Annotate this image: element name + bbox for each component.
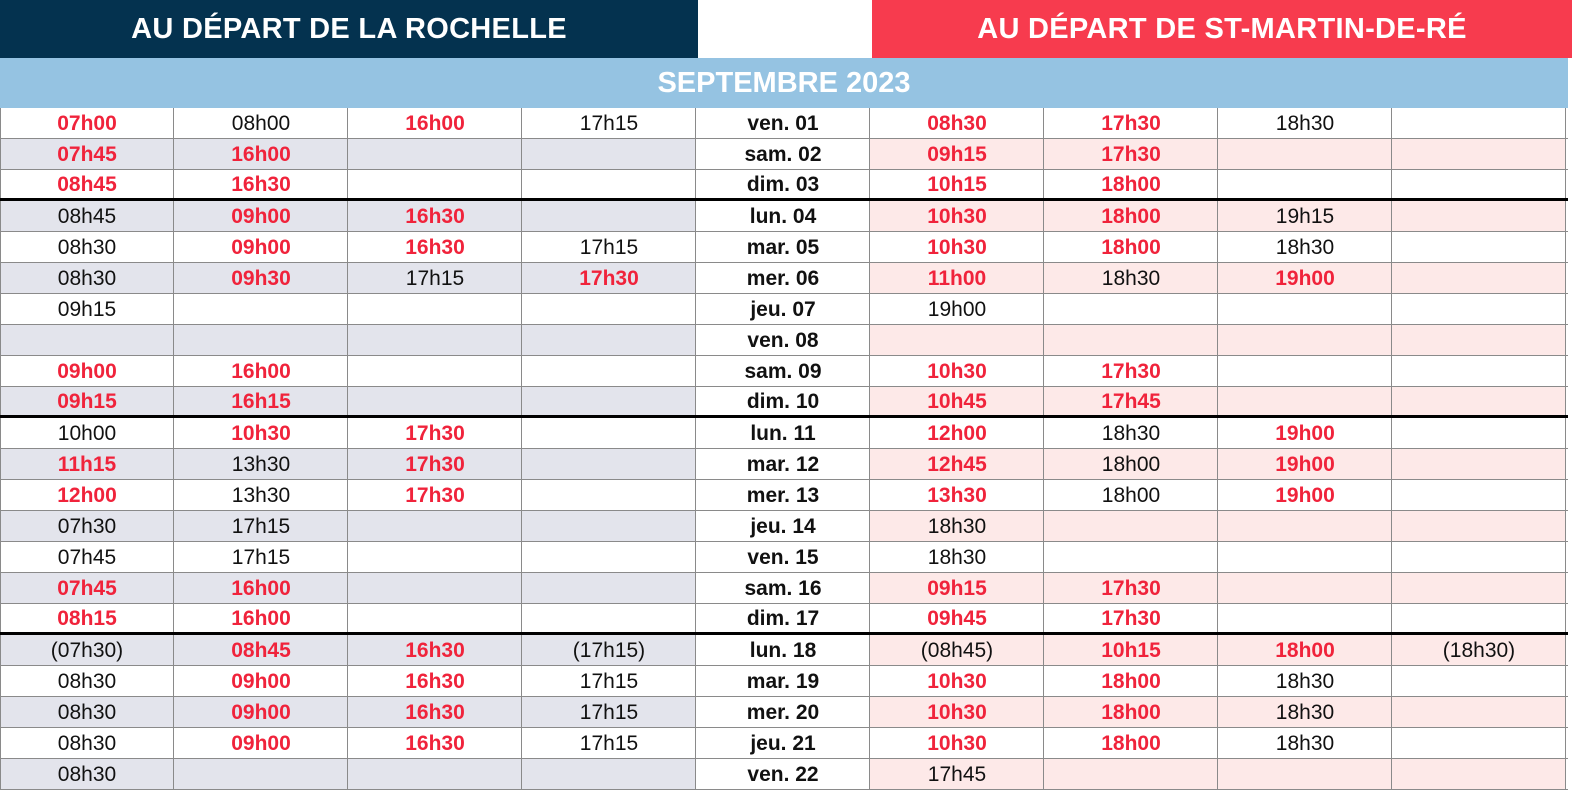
schedule-row — [0, 232, 1568, 263]
la-rochelle-departure-cell: 07h45 — [0, 542, 174, 572]
la-rochelle-departure-cell: 09h00 — [174, 728, 348, 758]
la-rochelle-departure-cell: 16h30 — [348, 635, 522, 665]
la-rochelle-departure-cell: (17h15) — [522, 635, 696, 665]
schedule-row — [0, 635, 1568, 666]
la-rochelle-departure-cell: 07h30 — [0, 511, 174, 541]
st-martin-departure-cell: 10h15 — [1044, 635, 1218, 665]
schedule-row — [0, 604, 1568, 635]
st-martin-departure-cell — [1392, 325, 1566, 355]
la-rochelle-departure-cell — [522, 201, 696, 231]
st-martin-departure-cell: 12h00 — [870, 418, 1044, 448]
st-martin-departure-cell — [1392, 542, 1566, 572]
st-martin-departure-cell — [1218, 170, 1392, 198]
schedule-row — [0, 542, 1568, 573]
schedule-row — [0, 108, 1568, 139]
st-martin-departure-cell — [1392, 387, 1566, 415]
st-martin-departure-cell: 10h30 — [870, 201, 1044, 231]
st-martin-departure-cell: 18h00 — [1044, 697, 1218, 727]
day-label: mar. 05 — [696, 232, 870, 262]
la-rochelle-departure-cell: 08h45 — [174, 635, 348, 665]
st-martin-departure-cell: 18h00 — [1044, 232, 1218, 262]
la-rochelle-departure-cell: 16h00 — [174, 604, 348, 632]
la-rochelle-departure-cell: 09h30 — [174, 263, 348, 293]
schedule-row — [0, 263, 1568, 294]
st-martin-departure-cell: 10h30 — [870, 697, 1044, 727]
schedule-row — [0, 449, 1568, 480]
st-martin-departure-cell — [1392, 666, 1566, 696]
day-label: mer. 13 — [696, 480, 870, 510]
st-martin-departure-cell — [870, 325, 1044, 355]
schedule-row — [0, 325, 1568, 356]
day-label: lun. 18 — [696, 635, 870, 665]
schedule-row — [0, 294, 1568, 325]
st-martin-departure-cell — [1392, 108, 1566, 138]
la-rochelle-departure-cell: 08h30 — [0, 697, 174, 727]
la-rochelle-departure-cell: 10h30 — [174, 418, 348, 448]
la-rochelle-departure-cell: 08h30 — [0, 263, 174, 293]
st-martin-departure-cell: 10h30 — [870, 232, 1044, 262]
la-rochelle-departure-cell — [348, 759, 522, 789]
la-rochelle-departure-cell — [174, 325, 348, 355]
la-rochelle-departure-cell: 16h30 — [348, 232, 522, 262]
la-rochelle-departure-cell: 09h00 — [174, 232, 348, 262]
st-martin-departure-cell — [1392, 604, 1566, 632]
day-label: mer. 06 — [696, 263, 870, 293]
st-martin-departure-cell — [1392, 573, 1566, 603]
la-rochelle-departure-cell: 08h30 — [0, 759, 174, 789]
la-rochelle-departure-cell: 16h30 — [348, 201, 522, 231]
st-martin-departure-cell: 08h30 — [870, 108, 1044, 138]
st-martin-departure-cell — [1392, 263, 1566, 293]
st-martin-departure-cell: 19h00 — [1218, 480, 1392, 510]
schedule-row — [0, 201, 1568, 232]
st-martin-departure-cell — [1392, 294, 1566, 324]
st-martin-departure-cell — [1044, 325, 1218, 355]
la-rochelle-departure-cell: 16h00 — [174, 356, 348, 386]
st-martin-departure-cell: 09h45 — [870, 604, 1044, 632]
st-martin-departure-cell: 18h30 — [1218, 728, 1392, 758]
st-martin-departure-cell: 17h30 — [1044, 356, 1218, 386]
st-martin-departure-cell: 10h30 — [870, 356, 1044, 386]
day-label: dim. 03 — [696, 170, 870, 198]
la-rochelle-departure-cell — [522, 449, 696, 479]
schedule-row — [0, 139, 1568, 170]
st-martin-departure-cell — [1392, 418, 1566, 448]
la-rochelle-departure-cell: 17h30 — [522, 263, 696, 293]
st-martin-departure-cell — [1044, 294, 1218, 324]
la-rochelle-departure-cell: 09h15 — [0, 294, 174, 324]
la-rochelle-departure-cell — [348, 387, 522, 415]
st-martin-departure-cell — [1392, 232, 1566, 262]
la-rochelle-departure-cell: 10h00 — [0, 418, 174, 448]
st-martin-departure-cell: 09h15 — [870, 573, 1044, 603]
st-martin-departure-cell: 19h00 — [1218, 263, 1392, 293]
day-label: mer. 20 — [696, 697, 870, 727]
st-martin-departure-cell: 17h30 — [1044, 573, 1218, 603]
st-martin-departure-cell: 18h00 — [1044, 201, 1218, 231]
la-rochelle-departure-cell — [522, 759, 696, 789]
st-martin-departure-cell — [1392, 170, 1566, 198]
st-martin-departure-cell: 18h30 — [1044, 418, 1218, 448]
la-rochelle-departure-cell: 08h45 — [0, 201, 174, 231]
st-martin-departure-cell — [1218, 325, 1392, 355]
st-martin-departure-cell — [1218, 604, 1392, 632]
st-martin-departure-cell: 17h30 — [1044, 108, 1218, 138]
st-martin-departure-cell — [1392, 356, 1566, 386]
st-martin-departure-cell: 18h30 — [1218, 232, 1392, 262]
st-martin-departure-cell: 10h30 — [870, 728, 1044, 758]
st-martin-departure-cell — [1392, 480, 1566, 510]
la-rochelle-departure-cell: 09h00 — [174, 201, 348, 231]
schedule-row — [0, 666, 1568, 697]
la-rochelle-departure-cell: 17h30 — [348, 449, 522, 479]
schedule-row — [0, 356, 1568, 387]
la-rochelle-departure-cell: 11h15 — [0, 449, 174, 479]
la-rochelle-departure-cell: 09h00 — [0, 356, 174, 386]
schedule-row — [0, 728, 1568, 759]
la-rochelle-departure-cell: 08h45 — [0, 170, 174, 198]
day-label: ven. 01 — [696, 108, 870, 138]
day-label: jeu. 21 — [696, 728, 870, 758]
st-martin-departure-cell: 18h00 — [1218, 635, 1392, 665]
st-martin-departure-cell: 18h00 — [1044, 728, 1218, 758]
st-martin-departure-cell — [1218, 387, 1392, 415]
st-martin-departure-cell: 17h45 — [870, 759, 1044, 789]
schedule-row — [0, 480, 1568, 511]
la-rochelle-departure-cell: 16h00 — [174, 139, 348, 169]
la-rochelle-departure-cell: 07h45 — [0, 139, 174, 169]
la-rochelle-departure-cell: 17h15 — [522, 108, 696, 138]
la-rochelle-departure-cell: 17h30 — [348, 480, 522, 510]
la-rochelle-departure-cell: 08h00 — [174, 108, 348, 138]
la-rochelle-departure-cell — [522, 418, 696, 448]
la-rochelle-departure-cell — [522, 604, 696, 632]
day-label: jeu. 14 — [696, 511, 870, 541]
schedule-row — [0, 697, 1568, 728]
st-martin-departure-cell: 17h45 — [1044, 387, 1218, 415]
la-rochelle-departure-cell — [522, 294, 696, 324]
st-martin-departure-cell — [1218, 573, 1392, 603]
st-martin-departure-cell: 11h00 — [870, 263, 1044, 293]
day-label: jeu. 07 — [696, 294, 870, 324]
la-rochelle-departure-cell: 16h00 — [174, 573, 348, 603]
schedule-row — [0, 170, 1568, 201]
st-martin-departure-cell — [1044, 542, 1218, 572]
schedule-row — [0, 418, 1568, 449]
st-martin-departure-cell: (08h45) — [870, 635, 1044, 665]
la-rochelle-departure-cell: 08h30 — [0, 728, 174, 758]
la-rochelle-departure-cell: 16h00 — [348, 108, 522, 138]
la-rochelle-departure-cell: 16h30 — [348, 728, 522, 758]
st-martin-departure-cell — [1392, 697, 1566, 727]
la-rochelle-departure-cell — [0, 325, 174, 355]
st-martin-departure-cell: 10h45 — [870, 387, 1044, 415]
day-label: dim. 10 — [696, 387, 870, 415]
la-rochelle-departure-cell: 17h15 — [522, 697, 696, 727]
la-rochelle-departure-cell — [348, 511, 522, 541]
la-rochelle-departure-cell: 17h15 — [522, 232, 696, 262]
la-rochelle-departure-cell — [174, 294, 348, 324]
la-rochelle-departure-cell: 16h30 — [348, 697, 522, 727]
st-martin-departure-cell: 18h30 — [870, 511, 1044, 541]
schedule-row — [0, 387, 1568, 418]
st-martin-departure-cell — [1218, 356, 1392, 386]
la-rochelle-departure-cell: 08h30 — [0, 666, 174, 696]
st-martin-departure-cell — [1218, 759, 1392, 789]
st-martin-departure-cell: 18h00 — [1044, 480, 1218, 510]
st-martin-departure-cell: 18h30 — [870, 542, 1044, 572]
st-martin-departure-cell: 18h00 — [1044, 666, 1218, 696]
st-martin-departure-cell: 09h15 — [870, 139, 1044, 169]
header-st-martin-de-re: AU DÉPART DE ST-MARTIN-DE-RÉ — [872, 0, 1572, 58]
la-rochelle-departure-cell: 17h15 — [174, 542, 348, 572]
la-rochelle-departure-cell: 07h00 — [0, 108, 174, 138]
st-martin-departure-cell: 19h00 — [870, 294, 1044, 324]
la-rochelle-departure-cell: 07h45 — [0, 573, 174, 603]
st-martin-departure-cell — [1218, 511, 1392, 541]
la-rochelle-departure-cell — [522, 387, 696, 415]
la-rochelle-departure-cell — [522, 170, 696, 198]
la-rochelle-departure-cell: (07h30) — [0, 635, 174, 665]
st-martin-departure-cell: 10h15 — [870, 170, 1044, 198]
month-title: SEPTEMBRE 2023 — [0, 58, 1568, 108]
day-label: sam. 16 — [696, 573, 870, 603]
st-martin-departure-cell: 18h00 — [1044, 170, 1218, 198]
la-rochelle-departure-cell — [348, 294, 522, 324]
la-rochelle-departure-cell — [348, 325, 522, 355]
la-rochelle-departure-cell — [348, 356, 522, 386]
la-rochelle-departure-cell — [174, 759, 348, 789]
la-rochelle-departure-cell: 17h15 — [522, 666, 696, 696]
st-martin-departure-cell: 18h30 — [1218, 108, 1392, 138]
la-rochelle-departure-cell — [522, 356, 696, 386]
la-rochelle-departure-cell: 17h15 — [348, 263, 522, 293]
day-label: sam. 09 — [696, 356, 870, 386]
la-rochelle-departure-cell: 17h15 — [174, 511, 348, 541]
la-rochelle-departure-cell — [348, 604, 522, 632]
la-rochelle-departure-cell: 16h15 — [174, 387, 348, 415]
day-label: lun. 11 — [696, 418, 870, 448]
la-rochelle-departure-cell: 16h30 — [348, 666, 522, 696]
la-rochelle-departure-cell — [522, 542, 696, 572]
la-rochelle-departure-cell: 09h00 — [174, 697, 348, 727]
st-martin-departure-cell — [1392, 728, 1566, 758]
day-label: ven. 08 — [696, 325, 870, 355]
st-martin-departure-cell: 19h15 — [1218, 201, 1392, 231]
la-rochelle-departure-cell — [522, 139, 696, 169]
day-label: ven. 22 — [696, 759, 870, 789]
st-martin-departure-cell: 10h30 — [870, 666, 1044, 696]
st-martin-departure-cell — [1392, 139, 1566, 169]
header-la-rochelle: AU DÉPART DE LA ROCHELLE — [0, 0, 698, 58]
la-rochelle-departure-cell: 09h00 — [174, 666, 348, 696]
la-rochelle-departure-cell: 13h30 — [174, 480, 348, 510]
la-rochelle-departure-cell — [348, 542, 522, 572]
schedule-table — [0, 108, 1568, 790]
st-martin-departure-cell — [1392, 511, 1566, 541]
schedule-row — [0, 511, 1568, 542]
st-martin-departure-cell: 19h00 — [1218, 449, 1392, 479]
la-rochelle-departure-cell — [522, 480, 696, 510]
la-rochelle-departure-cell: 17h15 — [522, 728, 696, 758]
st-martin-departure-cell: 13h30 — [870, 480, 1044, 510]
st-martin-departure-cell — [1044, 759, 1218, 789]
la-rochelle-departure-cell: 09h15 — [0, 387, 174, 415]
day-label: lun. 04 — [696, 201, 870, 231]
st-martin-departure-cell: 18h30 — [1044, 263, 1218, 293]
st-martin-departure-cell — [1218, 294, 1392, 324]
la-rochelle-departure-cell — [522, 325, 696, 355]
st-martin-departure-cell — [1392, 449, 1566, 479]
la-rochelle-departure-cell: 13h30 — [174, 449, 348, 479]
la-rochelle-departure-cell — [348, 573, 522, 603]
la-rochelle-departure-cell — [522, 573, 696, 603]
st-martin-departure-cell — [1218, 542, 1392, 572]
st-martin-departure-cell — [1218, 139, 1392, 169]
schedule-row — [0, 759, 1568, 790]
day-label: mar. 12 — [696, 449, 870, 479]
schedule-row — [0, 573, 1568, 604]
st-martin-departure-cell — [1392, 201, 1566, 231]
la-rochelle-departure-cell: 17h30 — [348, 418, 522, 448]
la-rochelle-departure-cell: 08h30 — [0, 232, 174, 262]
day-label: sam. 02 — [696, 139, 870, 169]
st-martin-departure-cell: 18h30 — [1218, 666, 1392, 696]
st-martin-departure-cell: 18h00 — [1044, 449, 1218, 479]
la-rochelle-departure-cell — [348, 139, 522, 169]
st-martin-departure-cell: 17h30 — [1044, 604, 1218, 632]
st-martin-departure-cell — [1392, 759, 1566, 789]
st-martin-departure-cell: 18h30 — [1218, 697, 1392, 727]
day-label: dim. 17 — [696, 604, 870, 632]
st-martin-departure-cell: (18h30) — [1392, 635, 1566, 665]
la-rochelle-departure-cell: 12h00 — [0, 480, 174, 510]
la-rochelle-departure-cell: 08h15 — [0, 604, 174, 632]
st-martin-departure-cell — [1044, 511, 1218, 541]
day-label: mar. 19 — [696, 666, 870, 696]
la-rochelle-departure-cell — [348, 170, 522, 198]
st-martin-departure-cell: 19h00 — [1218, 418, 1392, 448]
st-martin-departure-cell: 17h30 — [1044, 139, 1218, 169]
st-martin-departure-cell: 12h45 — [870, 449, 1044, 479]
la-rochelle-departure-cell — [522, 511, 696, 541]
day-label: ven. 15 — [696, 542, 870, 572]
la-rochelle-departure-cell: 16h30 — [174, 170, 348, 198]
